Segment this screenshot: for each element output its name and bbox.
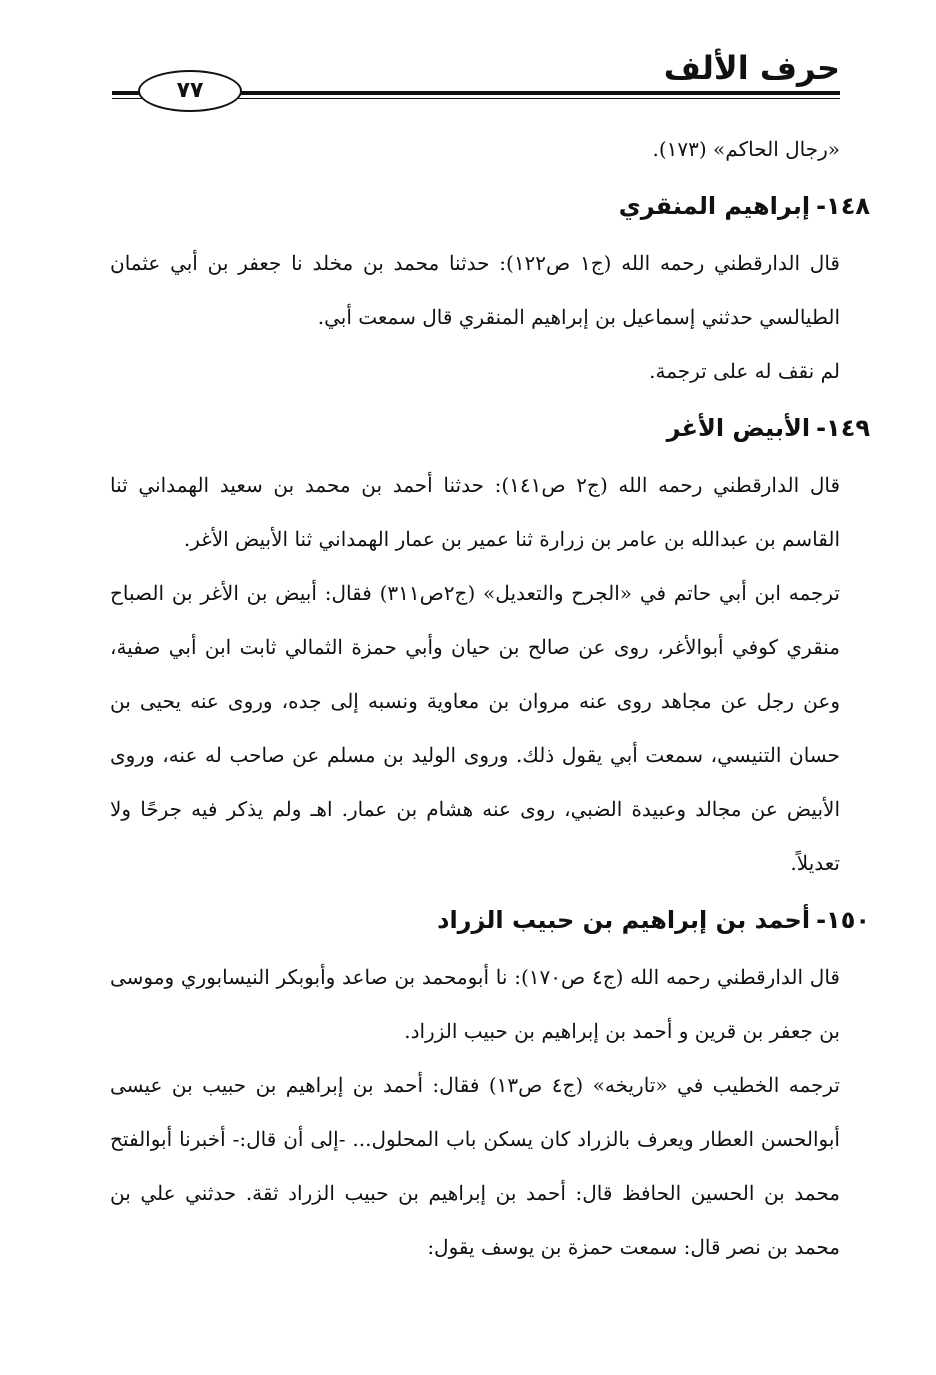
entry-paragraph: ترجمه الخطيب في «تاريخه» (ج٤ ص١٣) فقال: أحمد بن إبراهيم بن حبيب بن عيسى أبوالحسن العطار ويعرف بالزراد كان يسكن باب المحلول... -إلى أن قال:- أخبرنا أبوالفتح محمد بن الحسين الحافظ قال: أحمد بن إبراهيم بن حبيب الزراد ثقة. حدثني علي بن محمد بن نصر قال: سمعت حمزة بن يوسف يقول: xyxy=(110,1073,840,1259)
entry-paragraph: قال الدارقطني رحمه الله (ج٢ ص١٤١): حدثنا أحمد بن محمد بن سعيد الهمداني ثنا القاسم بن عبدالله بن عامر بن زرارة ثنا عمير بن عمار الهمداني ثنا الأبيض الأغر. xyxy=(110,473,840,551)
page-header xyxy=(112,48,840,104)
page-body xyxy=(110,122,870,1274)
entry-name: الأبيض الأغر xyxy=(666,414,811,442)
entry-heading xyxy=(110,890,870,950)
entry-paragraph: قال الدارقطني رحمه الله (ج٤ ص١٧٠): نا أبومحمد بن صاعد وأبوبكر النيسابوري وموسى بن جعفر بن قرين و أحمد بن إبراهيم بن حبيب الزراد. xyxy=(110,965,840,1043)
entry-paragraph: لم نقف له على ترجمة. xyxy=(649,359,840,383)
entry-number: ١٤٨- xyxy=(816,192,870,220)
entry-149 xyxy=(110,398,870,890)
page-number: ٧٧ xyxy=(138,70,242,112)
intro-line: «رجال الحاكم» (١٧٣). xyxy=(652,137,840,161)
entry-name: أحمد بن إبراهيم بن حبيب الزراد xyxy=(437,906,811,934)
entry-name: إبراهيم المنقري xyxy=(618,192,811,220)
entry-148 xyxy=(110,176,870,398)
entry-heading xyxy=(110,398,870,458)
entry-paragraph: قال الدارقطني رحمه الله (ج١ ص١٢٢): حدثنا محمد بن مخلد نا جعفر بن أبي عثمان الطيالسي حدثني إسماعيل بن إبراهيم المنقري قال سمعت أبي. xyxy=(110,251,840,329)
entry-number: ١٥٠- xyxy=(816,906,870,934)
chapter-title: حرف الألف xyxy=(663,49,840,87)
entry-150 xyxy=(110,890,870,1274)
entry-heading xyxy=(110,176,870,236)
entry-number: ١٤٩- xyxy=(816,414,870,442)
entry-paragraph: ترجمه ابن أبي حاتم في «الجرح والتعديل» (ج٢ص٣١١) فقال: أبيض بن الأغر بن الصباح منقري كوفي أبوالأغر، روى عن صالح بن حيان وأبي حمزة الثمالي ثابت ابن أبي صفية، وعن رجل عن مجاهد روى عنه مروان بن معاوية ونسبه إلى جده، وروى عنه يحيى بن حسان التنيسي، سمعت أبي يقول ذلك. وروى الوليد بن مسلم عن صاحب له عنه، وروى الأبيض عن مجالد وعبيدة الضبي، روى عنه هشام بن عمار. اهـ ولم يذكر فيه جرحًا ولا تعديلاً. xyxy=(110,581,840,875)
